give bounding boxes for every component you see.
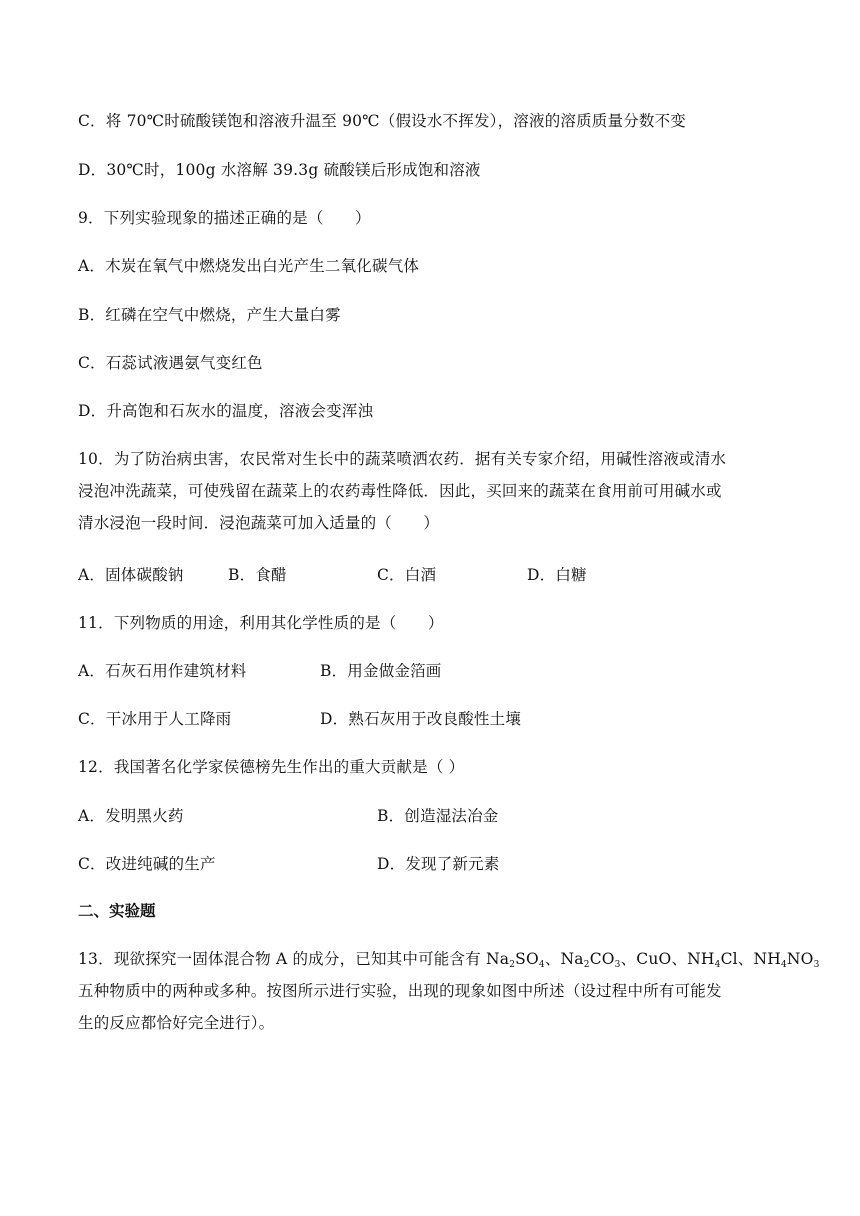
formula-na2co3: $Na_2CO_3$ <box>560 950 621 970</box>
q12-stem: 12．我国著名化学家侯德榜先生作出的重大贡献是（ ） <box>78 758 465 776</box>
formula-nh4cl: $NH_4Cl$ <box>687 950 738 970</box>
q11-option-c: C．干冰用于人工降雨 <box>78 710 232 728</box>
q10-stem-line: 浸泡冲洗蔬菜，可使残留在蔬菜上的农药毒性降低．因此，买回来的蔬菜在食用前可用碱水或 <box>78 482 722 500</box>
q12-option-c: C．改进纯碱的生产 <box>78 855 216 873</box>
q8-option-d: D．30℃时，100g 水溶解 39.3g 硫酸镁后形成饱和溶液 <box>78 161 481 179</box>
q9-option-a: A．木炭在氧气中燃烧发出白光产生二氧化碳气体 <box>78 257 420 275</box>
q10-option-a: A．固体碳酸钠 <box>78 566 184 584</box>
formula-nh4no3: $NH_4NO_3$ <box>753 950 820 970</box>
q12-option-b: B．创造湿法冶金 <box>377 807 499 825</box>
q13-line-1: 13．现欲探究一固体混合物 A 的成分，已知其中可能含有 $Na_2SO_4$、$Na_2CO_3$、CuO、$NH_4Cl$、$NH_4NO_3$ <box>78 950 820 970</box>
q10-option-d: D．白糖 <box>527 566 587 584</box>
q10-stem-line: 10．为了防治病虫害，农民常对生长中的蔬菜喷洒农药．据有关专家介绍，用碱性溶液或清水 <box>78 450 727 468</box>
q11-option-b: B．用金做金箔画 <box>320 662 442 680</box>
q12-option-a: A．发明黑火药 <box>78 807 184 825</box>
q9-option-c: C．石蕊试液遇氨气变红色 <box>78 354 263 372</box>
q13-line-3: 生的反应都恰好完全进行）。 <box>78 1014 275 1032</box>
q10-stem <box>78 449 790 545</box>
q9-option-b: B．红磷在空气中燃烧，产生大量白雾 <box>78 306 341 324</box>
formula-na2so4: $Na_2SO_4$ <box>486 950 545 970</box>
q9-option-d: D．升高饱和石灰水的温度，溶液会变浑浊 <box>78 402 374 420</box>
q10-option-b: B．食醋 <box>228 566 287 584</box>
q13-line-2: 五种物质中的两种或多种。按图所示进行实验，出现的现象如图中所述（设过程中所有可能发 <box>78 982 722 1000</box>
q11-option-d: D．熟石灰用于改良酸性土壤 <box>320 710 522 728</box>
q10-option-c: C．白酒 <box>377 566 437 584</box>
q11-option-a: A．石灰石用作建筑材料 <box>78 662 247 680</box>
q8-option-c: C．将 70℃时硫酸镁饱和溶液升温至 90℃（假设水不挥发），溶液的溶质质量分数不变 <box>78 112 686 130</box>
q11-stem: 11．下列物质的用途，利用其化学性质的是（ ） <box>78 614 444 632</box>
q10-stem-line: 清水浸泡一段时间．浸泡蔬菜可加入适量的（ ） <box>78 514 440 532</box>
q9-stem: 9．下列实验现象的描述正确的是（ ） <box>78 209 371 227</box>
q12-option-d: D．发现了新元素 <box>377 855 500 873</box>
section-heading-experiment: 二、实验题 <box>78 902 156 920</box>
q13-intro: 13．现欲探究一固体混合物 A 的成分，已知其中可能含有 <box>78 950 486 968</box>
formula-cuo: CuO <box>636 950 672 968</box>
